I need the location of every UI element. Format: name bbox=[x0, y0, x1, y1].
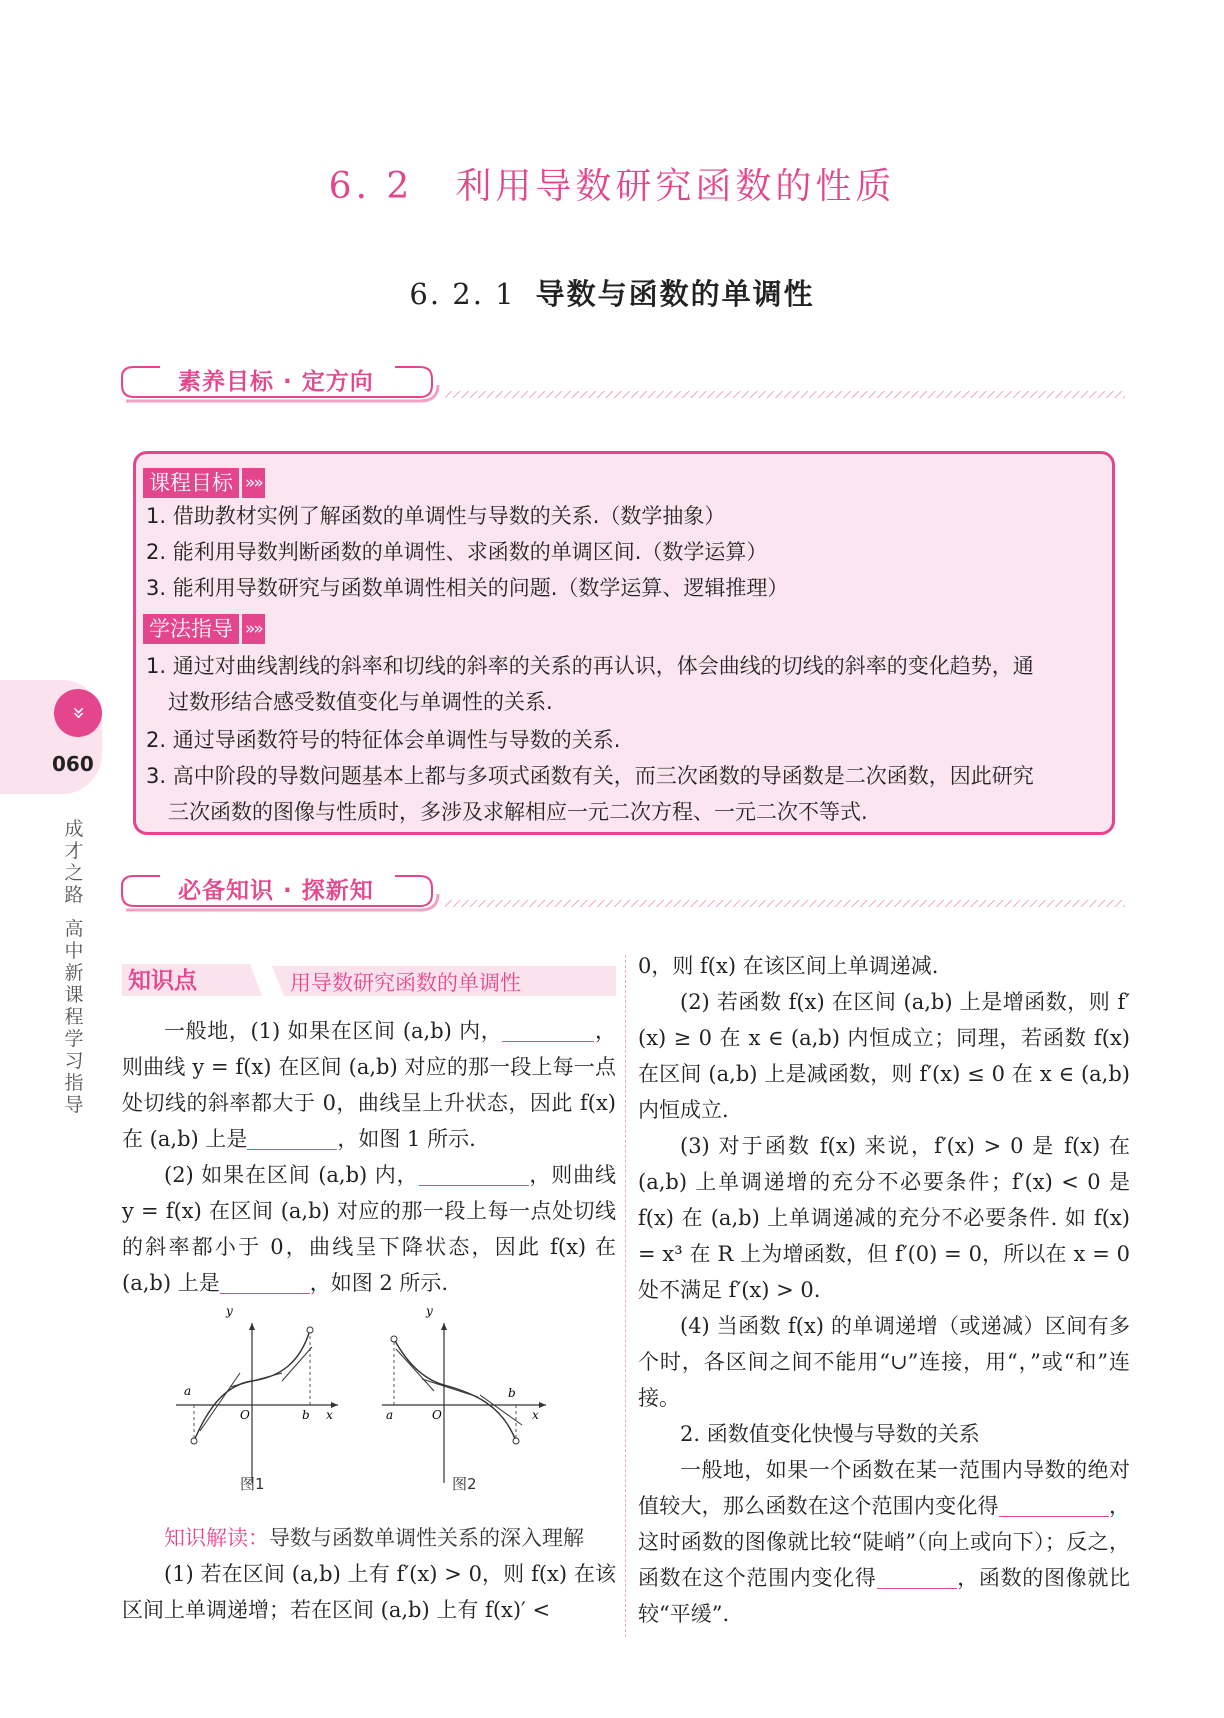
chevrons-right-icon: »» bbox=[242, 468, 265, 498]
method-item-continued: 三次函数的图像与性质时，多涉及求解相应一元二次方程、一元二次不等式. bbox=[168, 800, 868, 824]
figures bbox=[170, 1304, 590, 1503]
svg-text:x: x bbox=[532, 1408, 539, 1422]
chevrons-right-icon: »» bbox=[242, 614, 265, 644]
svg-text:b: b bbox=[508, 1386, 516, 1400]
insight-paragraph-4: (4) 当函数 f(x) 的单调递增（或递减）区间有多个时，各区间之间不能用“∪”连接，用“，”或“和”连接。 bbox=[638, 1314, 1130, 1410]
section-title-text: 导数与函数的单调性 bbox=[535, 277, 815, 311]
course-goals-tag-label: 课程目标 bbox=[143, 468, 239, 498]
banner-objectives-label: 素养目标 · 定方向 bbox=[178, 369, 374, 395]
answer-blank[interactable] bbox=[220, 1271, 310, 1294]
figure-2 bbox=[382, 1304, 546, 1483]
svg-text:a: a bbox=[386, 1408, 394, 1422]
paragraph-decreasing: (2) 如果在区间 (a,b) 内， ，则曲线 y = f(x) 在区间 (a,b) 对应的那一段上每一点处切线的斜率都小于 0，曲线呈下降状态，因此 f(x) 在 (a,b) 上是 ，如图 2 所示. bbox=[122, 1163, 617, 1295]
insight-label: 知识解读： bbox=[164, 1526, 269, 1550]
answer-blank[interactable] bbox=[502, 1019, 594, 1042]
insight-block bbox=[122, 1520, 616, 1628]
book-series-name: 成才之路 bbox=[64, 818, 84, 906]
banner-objectives bbox=[120, 357, 1128, 407]
right-column bbox=[638, 948, 1130, 1632]
chapter-number: 6. 2 bbox=[328, 166, 414, 207]
subsection-heading: 2. 函数值变化快慢与导数的关系 bbox=[680, 1422, 980, 1446]
svg-text:O: O bbox=[240, 1408, 250, 1422]
svg-text:y: y bbox=[426, 1304, 433, 1318]
figure-2-caption: 图2 bbox=[452, 1475, 477, 1493]
answer-blank[interactable] bbox=[247, 1127, 337, 1150]
course-goal-item: 2. 能利用导数判断函数的单调性、求函数的单调区间.（数学运算） bbox=[146, 540, 768, 564]
page-number: 060 bbox=[52, 752, 94, 776]
figure-1-caption: 图1 bbox=[240, 1475, 265, 1493]
insight-paragraph-1: (1) 若在区间 (a,b) 上有 f′(x) > 0，则 f(x) 在该区间上单调递增；若在区间 (a,b) 上有 f(x)′ < bbox=[122, 1562, 616, 1622]
svg-text:x: x bbox=[326, 1408, 333, 1422]
answer-blank[interactable] bbox=[999, 1494, 1109, 1517]
chevron-down-icon: » bbox=[54, 689, 102, 737]
svg-text:a: a bbox=[184, 1384, 192, 1398]
banner-knowledge-label: 必备知识 · 探新知 bbox=[178, 878, 374, 904]
chapter-title-text: 利用导数研究函数的性质 bbox=[455, 166, 896, 207]
paragraph-rate-of-change: 一般地，如果一个函数在某一范围内导数的绝对值较大，那么函数在这个范围内变化得 ，这时函数的图像就比较“陡峭”（向上或向下）；反之，函数在这个范围内变化得 ，函数的图像就比较“平缓”. bbox=[638, 1458, 1131, 1626]
knowledge-point-title: 用导数研究函数的单调性 bbox=[290, 971, 521, 995]
paragraph-increasing: 一般地，(1) 如果在区间 (a,b) 内， ，则曲线 y = f(x) 在区间 (a,b) 对应的那一段上每一点处切线的斜率都大于 0，曲线呈上升状态，因此 f(x) 在 (a,b) 上是 ，如图 1 所示. bbox=[122, 1019, 617, 1151]
method-item: 1. 通过对曲线割线的斜率和切线的斜率的关系的再认识，体会曲线的切线的斜率的变化趋势，通 bbox=[146, 654, 1034, 678]
left-column bbox=[122, 1013, 616, 1301]
column-divider bbox=[625, 955, 626, 1637]
book-subtitle: 高中新课程学习指导 bbox=[64, 918, 84, 1116]
figure-1 bbox=[176, 1304, 338, 1483]
chapter-title bbox=[0, 158, 1224, 209]
svg-text:b: b bbox=[302, 1408, 310, 1422]
course-goals-tag bbox=[143, 468, 265, 498]
method-guide-tag bbox=[143, 614, 265, 644]
svg-text:O: O bbox=[432, 1408, 442, 1422]
method-item: 3. 高中阶段的导数问题基本上都与多项式函数有关，而三次函数的导函数是二次函数，因此研究 bbox=[146, 764, 1034, 788]
insight-heading bbox=[122, 1520, 616, 1556]
figure-graphs bbox=[170, 1304, 590, 1503]
insight-paragraph-1-cont: 0，则 f(x) 在该区间上单调递减. bbox=[638, 954, 939, 978]
svg-text:y: y bbox=[226, 1304, 233, 1318]
section-number: 6. 2. 1 bbox=[409, 277, 516, 311]
method-guide-tag-label: 学法指导 bbox=[143, 614, 239, 644]
insight-paragraph-2: (2) 若函数 f(x) 在区间 (a,b) 上是增函数，则 f′(x) ≥ 0 在 x ∈ (a,b) 内恒成立；同理，若函数 f(x) 在区间 (a,b) 上是减函数，则 f′(x) ≤ 0 在 x ∈ (a,b) 内恒成立. bbox=[638, 990, 1130, 1122]
insight-title: 导数与函数单调性关系的深入理解 bbox=[269, 1526, 584, 1550]
knowledge-point-label: 知识点 bbox=[128, 968, 197, 994]
banner-knowledge bbox=[120, 866, 1128, 916]
answer-blank[interactable] bbox=[419, 1163, 529, 1186]
course-goal-item: 1. 借助教材实例了解函数的单调性与导数的关系.（数学抽象） bbox=[146, 504, 726, 528]
section-title bbox=[0, 272, 1224, 313]
answer-blank[interactable] bbox=[877, 1566, 957, 1589]
course-goal-item: 3. 能利用导数研究与函数单调性相关的问题.（数学运算、逻辑推理） bbox=[146, 576, 789, 600]
method-item-continued: 过数形结合感受数值变化与单调性的关系. bbox=[168, 690, 553, 714]
insight-paragraph-3: (3) 对于函数 f(x) 来说，f′(x) > 0 是 f(x) 在 (a,b) 上单调递增的充分不必要条件；f′(x) < 0 是 f(x) 在 (a,b) 上单调递减的充分不必要条件. 如 f(x) = x³ 在 R 上为增函数，但 f′(0) = 0，所以在 x = 0 处不满足 f′(x) > 0. bbox=[638, 1134, 1130, 1302]
method-item: 2. 通过导函数符号的特征体会单调性与导数的关系. bbox=[146, 728, 621, 752]
knowledge-point-header bbox=[122, 962, 616, 998]
